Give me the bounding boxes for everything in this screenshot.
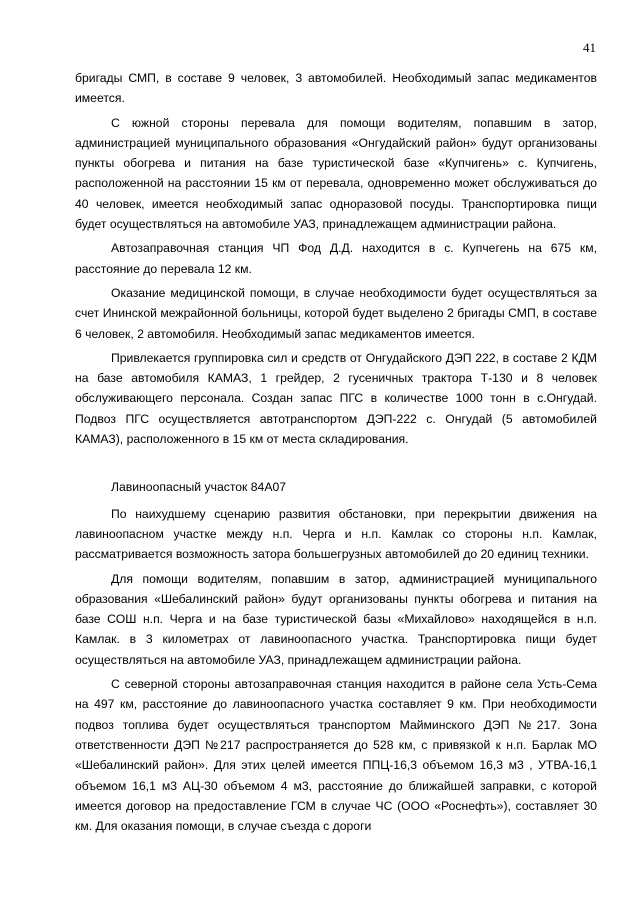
paragraph-north-side-fuel: С северной стороны автозаправочная станция находится в районе села Усть-Сема на 497 км, расстояние до лавиноопасного участка составляет 9 км. При необходимости подвоз топлива будет осуществляться транспортом Майминского ДЭП №217. Зона ответственности ДЭП №217 распространяется до 528 км, с привязкой к н.п. Барлак МО «Шебалинский район». Для этих целей имеется ППЦ-16,3 объемом 16,3 м3 , УТВА-16,1 объемом 16,1 м3 АЦ-30 объемом 4 м3, расстояние до ближайшей заправки, с которой имеется договор на предоставление ГСМ в случае ЧС (ООО «Роснефть»), составляет 30 км. Для оказания помощи, в случае съезда с дороги xyxy=(75,677,597,834)
paragraph-south-side-heating-points: С южной стороны перевала для помощи водителям, попавшим в затор, администрацией муниципального образования «Онгудайский район» будут организованы пункты обогрева и питания на базе туристической базе «Купчигень» с. Купчигень, расположенной на расстоянии 15 км от перевала, одновременно может обслуживаться до 40 человек, имеется необходимый запас одноразовой посуды. Транспортировка пищи будет осуществляться на автомобиле УАЗ, принадлежащем администрации района. xyxy=(75,115,597,232)
section-title-avalanche-site: Лавиноопасный участок 84А07 xyxy=(111,480,286,495)
paragraph-medical-assistance-ininskaya: Оказание медицинской помощи, в случае необходимости будет осуществляться за счет Ининской межрайонной больницы, которой будет выделено 2 бригады СМП, в составе 6 человек, 2 автомобиля. Необходимый запас медикаментов имеется. xyxy=(75,285,597,341)
paragraph-medical-teams-continued: бригады СМП, в составе 9 человек, 3 автомобилей. Необходимый запас медикаментов имеется. xyxy=(75,71,597,106)
paragraph-worst-case-scenario: По наихудшему сценарию развития обстановки, при перекрытии движения на лавиноопасном участке между н.п. Черга и н.п. Камлак со стороны н.п. Камлак, рассматривается возможность затора большегрузных автомобилей до 20 единиц техники. xyxy=(75,506,597,562)
paragraph-forces-ongudai-dep: Привлекается группировка сил и средств от Онгудайского ДЭП 222, в составе 2 КДМ на базе автомобиля КАМАЗ, 1 грейдер, 2 гусеничных трактора Т-130 и 8 человек обслуживающего персонала. Создан запас ПГС в количестве 1000 тонн в с.Онгудай. Подвоз ПГС осуществляется автотранспортом ДЭП-222 с. Онгудай (5 автомобилей КАМАЗ), расположенного в 15 км от места складирования. xyxy=(75,350,597,447)
page-number: 41 xyxy=(583,40,596,55)
page-content xyxy=(75,68,597,840)
paragraph-fuel-station-kupchegen: Автозаправочная станция ЧП Фод Д.Д. находится в с. Купчегень на 675 км, расстояние до перевала 12 км. xyxy=(75,241,597,276)
paragraph-shebalino-heating-points: Для помощи водителям, попавшим в затор, администрацией муниципального образования «Шебалинский район» будут организованы пункты обогрева и питания на базе СОШ н.п. Черга и на базе туристической базы «Михайлово» находящейся в н.п. Камлак. в 3 километрах от лавиноопасного участка. Транспортировка пищи будет осуществляться на автомобиле УАЗ, принадлежащем администрации района. xyxy=(75,571,597,667)
